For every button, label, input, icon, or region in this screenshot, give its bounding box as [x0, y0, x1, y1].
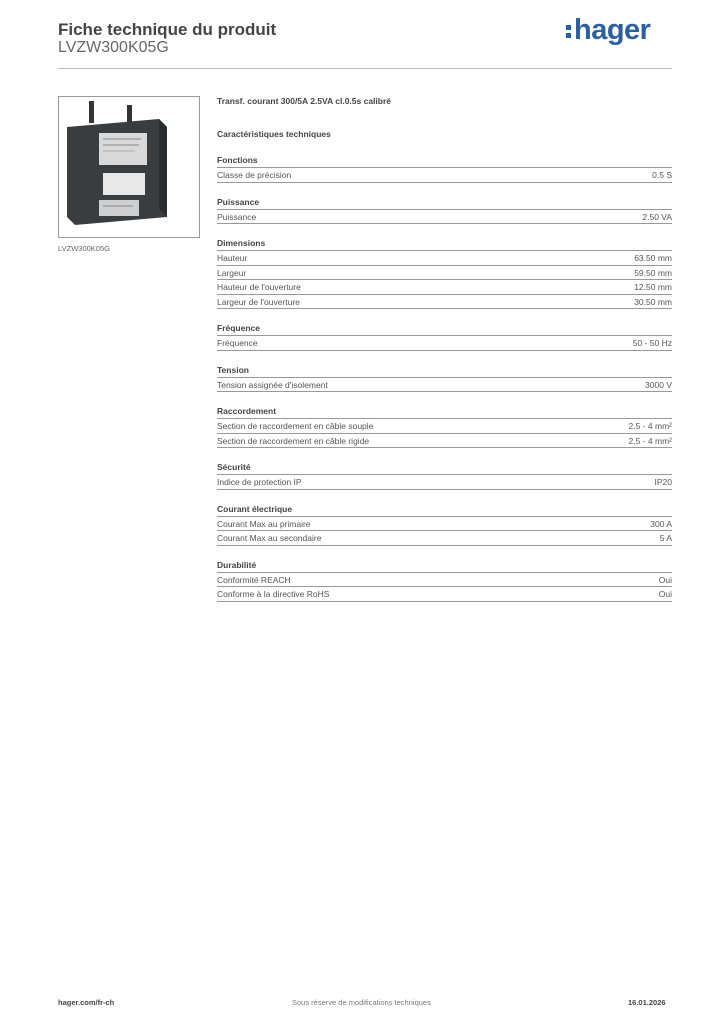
spec-label: Conforme à la directive RoHS: [217, 589, 330, 599]
spec-group: [217, 323, 672, 351]
spec-row: [217, 251, 672, 266]
spec-label: Tension assignée d'isolement: [217, 379, 328, 390]
spec-group-title: Fonctions: [217, 155, 672, 168]
spec-label: Hauteur: [217, 253, 248, 263]
spec-row: [217, 295, 672, 310]
spec-value: Oui: [658, 589, 672, 599]
spec-label: Largeur de l'ouverture: [217, 296, 300, 307]
current-transformer-illustration: [59, 97, 199, 237]
spec-group-title: Raccordement: [217, 406, 672, 419]
spec-group-title: Fréquence: [217, 323, 672, 336]
spec-value: 2.5 - 4 mm²: [628, 435, 672, 446]
spec-label: Section de raccordement en câble rigide: [217, 435, 370, 446]
spec-value: 63.50 mm: [634, 253, 672, 263]
spec-groups: [217, 155, 672, 602]
spec-label: Conformité REACH: [217, 574, 291, 585]
image-caption: LVZW300K05G: [58, 244, 110, 253]
spec-label: Courant Max au secondaire: [217, 533, 322, 543]
spec-group-title: Puissance: [217, 197, 672, 210]
spec-value: 50 - 50 Hz: [632, 338, 672, 348]
spec-label: Puissance: [217, 211, 257, 222]
spec-value: 30.50 mm: [634, 296, 672, 307]
spec-group: [217, 406, 672, 448]
spec-group: [217, 462, 672, 490]
spec-value: 59.50 mm: [634, 267, 672, 278]
page-title: Fiche technique du produit: [58, 20, 277, 39]
header-divider: [58, 68, 672, 69]
logo-dots-icon: [566, 22, 572, 41]
spec-group: [217, 560, 672, 602]
spec-group-title: Tension: [217, 365, 672, 378]
spec-value: 2.5 - 4 mm²: [628, 421, 672, 431]
spec-row: [217, 378, 672, 393]
spec-group-title: Durabilité: [217, 560, 672, 573]
spec-row: [217, 168, 672, 183]
spec-label: Largeur: [217, 267, 247, 278]
spec-row: [217, 573, 672, 588]
spec-label: Classe de précision: [217, 170, 292, 180]
spec-row: [217, 280, 672, 295]
spec-group: [217, 155, 672, 183]
product-code: LVZW300K05G: [58, 39, 169, 56]
spec-row: [217, 434, 672, 449]
spec-row: [217, 336, 672, 351]
spec-row: [217, 587, 672, 602]
footer-website: hager.com/fr-ch: [58, 998, 115, 1007]
spec-row: [217, 210, 672, 225]
spec-group: [217, 365, 672, 393]
spec-group-title: Sécurité: [217, 462, 672, 475]
spec-label: Fréquence: [217, 338, 258, 348]
spec-value: Oui: [658, 574, 672, 585]
spec-value: 2.50 VA: [642, 211, 672, 222]
spec-content: [217, 96, 672, 602]
spec-row: [217, 266, 672, 281]
spec-label: Courant Max au primaire: [217, 518, 311, 529]
spec-row: [217, 475, 672, 490]
spec-group: [217, 197, 672, 225]
spec-group: [217, 504, 672, 546]
spec-row: [217, 531, 672, 546]
spec-value: IP20: [654, 477, 672, 487]
product-image: [58, 96, 200, 238]
spec-label: Indice de protection IP: [217, 477, 302, 487]
specs-heading: Caractéristiques techniques: [217, 129, 331, 139]
footer-date: 16.01.2026: [628, 998, 666, 1007]
spec-value: 5 A: [659, 533, 672, 543]
spec-group: [217, 238, 672, 309]
spec-value: 3000 V: [645, 379, 672, 390]
hager-logo: [566, 14, 650, 47]
spec-group-title: Courant électrique: [217, 504, 672, 517]
spec-row: [217, 419, 672, 434]
spec-value: 300 A: [650, 518, 672, 529]
spec-group-title: Dimensions: [217, 238, 672, 251]
product-description: Transf. courant 300/5A 2.5VA cl.0.5s calibré: [217, 96, 392, 106]
spec-label: Section de raccordement en câble souple: [217, 421, 374, 431]
spec-value: 12.50 mm: [634, 282, 672, 292]
spec-label: Hauteur de l'ouverture: [217, 282, 301, 292]
spec-row: [217, 517, 672, 532]
spec-value: 0.5 S: [652, 170, 672, 180]
footer-notice: Sous réserve de modifications techniques: [292, 998, 431, 1007]
logo-text: hager: [574, 14, 651, 46]
